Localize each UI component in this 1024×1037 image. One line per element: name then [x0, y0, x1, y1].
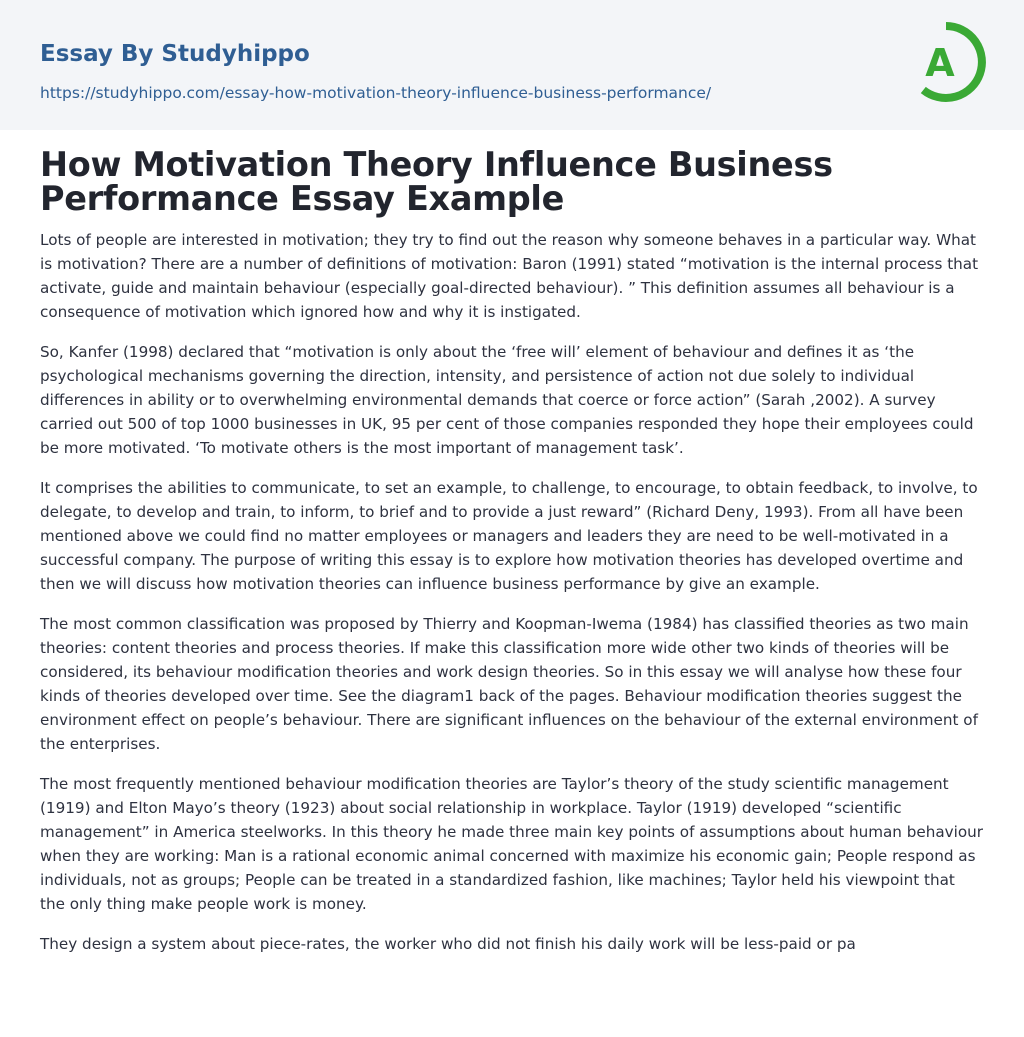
essay-title: How Motivation Theory Influence Business Performance Essay Example — [40, 145, 833, 218]
essay-paragraph: It comprises the abilities to communicate, to set an example, to challenge, to encourage, to obtain feedback, to involve, to delegate, to develop and train, to inform, to brief and to provide a just reward” (Richard Deny, 1993). From all have been mentioned above we could find no matter employees or managers and leaders they are need to be well-motivated in a successful company. The purpose of writing this essay is to explore how motivation theories has developed overtime and then we will discuss how motivation theories can influence business performance by give an example. — [40, 479, 978, 593]
site-name[interactable]: Essay By Studyhippo — [40, 41, 310, 67]
essay-paragraph: Lots of people are interested in motivation; they try to find out the reason why someone behaves in a particular way. What is motivation? There are a number of definitions of motivation: Baron (1991) stated “motivation is the internal process that activate, guide and maintain behaviour (especially goal-directed behaviour). ” This definition assumes all behaviour is a consequence of motivation which ignored how and why it is instigated. — [40, 231, 979, 321]
site-header — [0, 0, 1024, 130]
studyhippo-logo-icon[interactable] — [902, 18, 990, 106]
page-url-link[interactable]: https://studyhippo.com/essay-how-motivation-theory-influence-business-performance/ — [40, 84, 712, 102]
essay-paragraph: So, Kanfer (1998) declared that “motivation is only about the ‘free will’ element of behaviour and defines it as ‘the psychological mechanisms governing the direction, intensity, and persistence of action not due solely to individual differences in ability or to overwhelming environmental demands that coerce or force action” (Sarah ,2002). A survey carried out 500 of top 1000 businesses in UK, 95 per cent of those companies responded they hope their employees could be more motivated. ‘To motivate others is the most important of management task’. — [40, 343, 974, 457]
logo-letter: A — [925, 41, 955, 85]
essay-paragraph-truncated: They design a system about piece-rates, the worker who did not finish his daily work will be less-paid or pa — [40, 935, 856, 953]
essay-paragraph: The most frequently mentioned behaviour modification theories are Taylor’s theory of the study scientific management (1919) and Elton Mayo’s theory (1923) about social relationship in workplace. Taylor (1919) developed “scientific management” in America steelworks. In this theory he made three main key points of assumptions about human behaviour when they are working: Man is a rational economic animal concerned with maximize his economic gain; People respond as individuals, not as groups; People can be treated in a standardized fashion, like machines; Taylor held his viewpoint that the only thing make people work is money. — [40, 775, 984, 913]
essay-paragraph: The most common classification was proposed by Thierry and Koopman-Iwema (1984) has classified theories as two main theories: content theories and process theories. If make this classification more wide other two kinds of theories will be considered, its behaviour modification theories and work design theories. So in this essay we will analyse how these four kinds of theories developed over time. See the diagram1 back of the pages. Behaviour modification theories suggest the environment effect on people’s behaviour. There are significant influences on the behaviour of the external environment of the enterprises. — [40, 615, 978, 753]
essay-content — [0, 130, 1024, 956]
